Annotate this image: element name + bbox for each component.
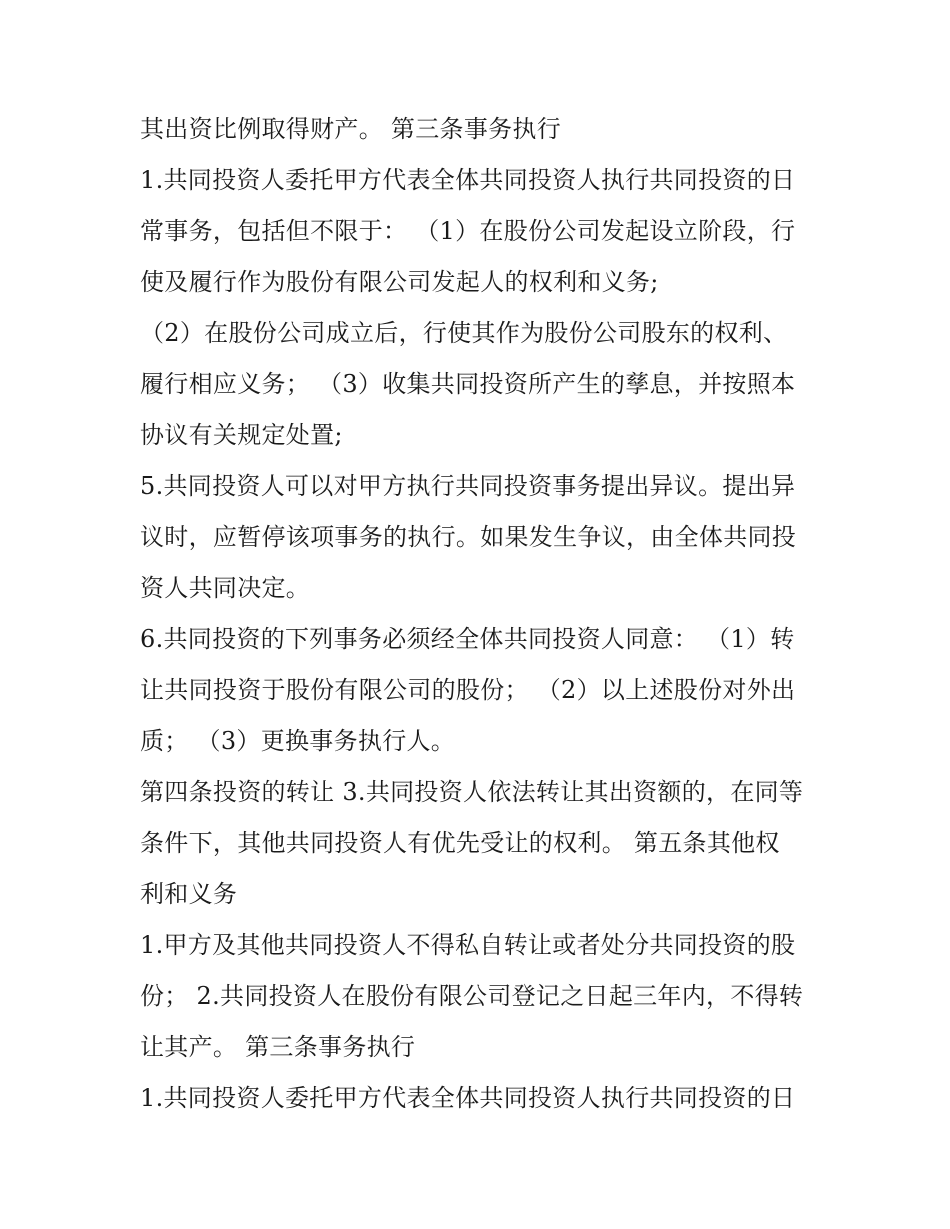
text-line: 份； 2.共同投资人在股份有限公司登记之日起三年内，不得转 bbox=[140, 982, 804, 1010]
text-line: 议时，应暂停该项事务的执行。如果发生争议，由全体共同投 bbox=[140, 523, 797, 551]
text-line: 履行相应义务； （3）收集共同投资所产生的孳息，并按照本 bbox=[140, 370, 796, 398]
text-line: 1.甲方及其他共同投资人不得私自转让或者处分共同投资的股 bbox=[140, 931, 796, 959]
text-line: 常事务，包括但不限于： （1）在股份公司发起设立阶段，行 bbox=[140, 217, 796, 245]
text-line: 5.共同投资人可以对甲方执行共同投资事务提出异议。提出异 bbox=[140, 472, 796, 500]
text-line: 资人共同决定。 bbox=[140, 574, 311, 602]
text-line: 让其产。 第三条事务执行 bbox=[140, 1033, 416, 1061]
text-line: 利和义务 bbox=[140, 880, 238, 908]
text-line: 协议有关规定处置; bbox=[140, 421, 343, 449]
text-line: 6.共同投资的下列事务必须经全体共同投资人同意： （1）转 bbox=[140, 625, 795, 653]
text-line: 使及履行作为股份有限公司发起人的权利和义务; bbox=[140, 268, 659, 296]
text-line: 第四条投资的转让 3.共同投资人依法转让其出资额的，在同等 bbox=[140, 778, 804, 806]
text-line: 质； （3）更换事务执行人。 bbox=[140, 727, 456, 755]
text-line: 条件下，其他共同投资人有优先受让的权利。 第五条其他权 bbox=[140, 829, 780, 857]
text-line: 1.共同投资人委托甲方代表全体共同投资人执行共同投资的日 bbox=[140, 166, 796, 194]
text-line: 让共同投资于股份有限公司的股份； （2）以上述股份对外出 bbox=[140, 676, 796, 704]
text-line: 其出资比例取得财产。 第三条事务执行 bbox=[140, 115, 562, 143]
text-line: （2）在股份公司成立后，行使其作为股份公司股东的权利、 bbox=[140, 319, 788, 347]
document-body bbox=[140, 104, 820, 1124]
text-line: 1.共同投资人委托甲方代表全体共同投资人执行共同投资的日 bbox=[140, 1084, 796, 1112]
